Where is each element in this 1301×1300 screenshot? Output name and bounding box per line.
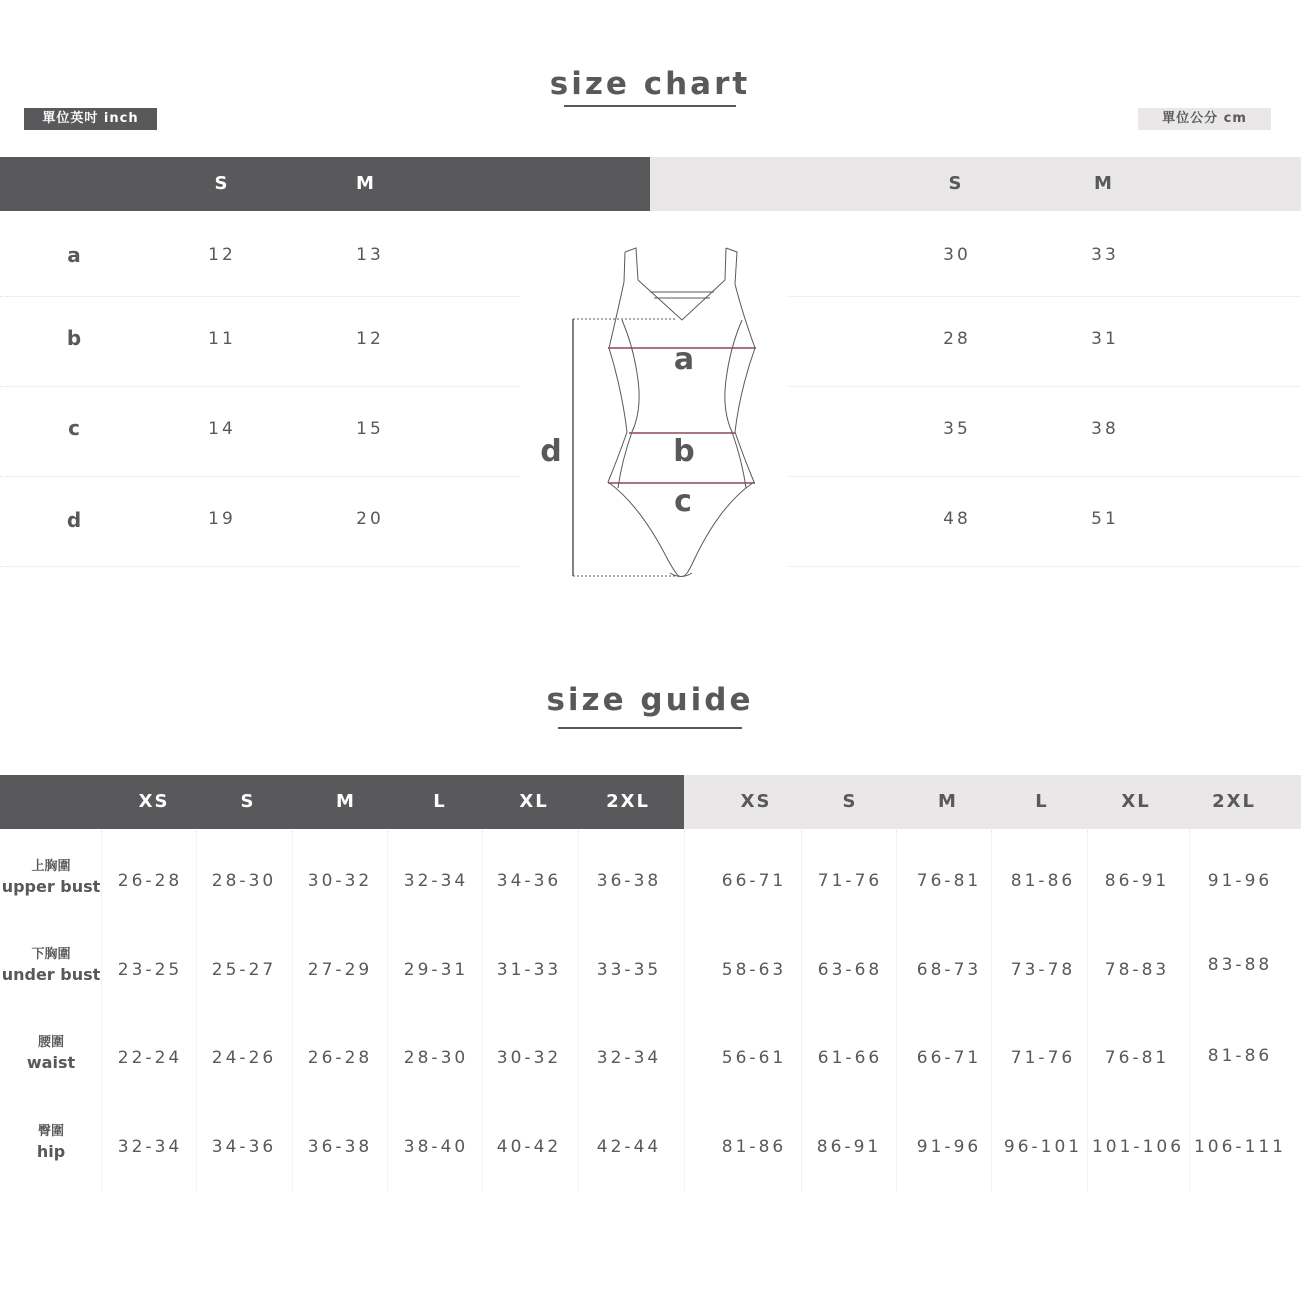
header-size-s: S <box>948 173 964 194</box>
value-inch-m: 27-29 <box>307 960 373 980</box>
value-cm-xl: 86-91 <box>1104 871 1170 891</box>
column-divider <box>578 830 579 1192</box>
header-size-m: M <box>938 791 958 812</box>
row-divider <box>788 296 1301 297</box>
header-size-xl: XL <box>1121 791 1151 812</box>
row-label-d: d <box>66 508 82 532</box>
column-divider <box>684 830 685 1192</box>
value-inch-l: 38-40 <box>403 1137 469 1157</box>
value-inch-2xl: 33-35 <box>596 960 662 980</box>
row-divider <box>788 566 1301 567</box>
value-cm-m: 91-96 <box>916 1137 982 1157</box>
value-inch-m: 26-28 <box>307 1048 373 1068</box>
header-size-s: S <box>214 173 230 194</box>
size-guide-title: size guide <box>546 682 754 718</box>
size-chart-title: size chart <box>549 66 751 102</box>
value-cm-s: 28 <box>943 329 971 349</box>
row-label-upper-bust <box>2 858 101 899</box>
value-inch-l: 28-30 <box>403 1048 469 1068</box>
column-divider <box>196 830 197 1192</box>
header-size-l: L <box>433 791 447 812</box>
row-label-en: hip <box>36 1142 66 1162</box>
size-guide-cm-header <box>684 775 1301 829</box>
unit-cm-badge: 單位公分 cm <box>1138 108 1271 130</box>
column-divider <box>991 830 992 1192</box>
value-inch-s: 25-27 <box>211 960 277 980</box>
value-inch-xs: 23-25 <box>117 960 183 980</box>
value-cm-s: 63-68 <box>817 960 883 980</box>
value-cm-l: 81-86 <box>1010 871 1076 891</box>
value-cm-l: 73-78 <box>1010 960 1076 980</box>
row-label-zh: 下胸圍 <box>31 947 71 962</box>
value-inch-m: 12 <box>356 329 384 349</box>
header-size-xs: XS <box>740 791 772 812</box>
value-cm-s: 61-66 <box>817 1048 883 1068</box>
column-divider <box>292 830 293 1192</box>
column-divider <box>896 830 897 1192</box>
value-cm-s: 71-76 <box>817 871 883 891</box>
value-inch-xl: 30-32 <box>496 1048 562 1068</box>
column-divider <box>482 830 483 1192</box>
row-label-under-bust <box>2 946 101 987</box>
row-divider <box>0 296 520 297</box>
value-cm-s: 30 <box>943 245 971 265</box>
value-cm-m: 66-71 <box>916 1048 982 1068</box>
value-cm-s: 48 <box>943 509 971 529</box>
column-divider <box>1087 830 1088 1192</box>
row-label-en: waist <box>26 1053 76 1073</box>
size-guide-title-underline <box>558 727 742 729</box>
value-cm-xs: 56-61 <box>721 1048 787 1068</box>
value-cm-2xl: 81-86 <box>1207 1046 1273 1066</box>
header-size-l: L <box>1035 791 1049 812</box>
value-cm-s: 86-91 <box>816 1137 882 1157</box>
value-cm-xs: 58-63 <box>721 960 787 980</box>
value-cm-xl: 101-106 <box>1091 1137 1185 1157</box>
header-size-2xl: 2XL <box>1212 791 1256 812</box>
value-inch-s: 28-30 <box>211 871 277 891</box>
value-cm-2xl: 91-96 <box>1207 871 1273 891</box>
value-cm-m: 76-81 <box>916 871 982 891</box>
value-inch-l: 29-31 <box>403 960 469 980</box>
column-divider <box>101 830 102 1192</box>
value-inch-xl: 34-36 <box>496 871 562 891</box>
row-label-hip <box>37 1123 65 1164</box>
value-cm-m: 51 <box>1091 509 1119 529</box>
column-divider <box>801 830 802 1192</box>
value-inch-m: 20 <box>356 509 384 529</box>
value-cm-2xl: 106-111 <box>1193 1137 1287 1157</box>
value-inch-s: 12 <box>208 245 236 265</box>
diagram-label-b: b <box>673 434 695 469</box>
value-inch-m: 30-32 <box>307 871 373 891</box>
header-size-s: S <box>240 791 256 812</box>
value-cm-xs: 66-71 <box>721 871 787 891</box>
diagram-label-a: a <box>673 342 695 377</box>
value-inch-2xl: 32-34 <box>596 1048 662 1068</box>
value-inch-xl: 31-33 <box>496 960 562 980</box>
value-cm-l: 96-101 <box>1003 1137 1083 1157</box>
row-divider <box>788 386 1301 387</box>
value-cm-s: 35 <box>943 419 971 439</box>
row-divider <box>0 476 520 477</box>
row-label-waist <box>27 1034 75 1075</box>
diagram-label-d: d <box>540 434 562 469</box>
value-cm-xl: 78-83 <box>1104 960 1170 980</box>
value-cm-xl: 76-81 <box>1104 1048 1170 1068</box>
row-label-zh: 臀圍 <box>37 1124 65 1139</box>
value-cm-m: 68-73 <box>916 960 982 980</box>
size-chart-cm-header <box>650 157 1301 211</box>
value-inch-2xl: 42-44 <box>596 1137 662 1157</box>
header-size-xl: XL <box>519 791 549 812</box>
swimsuit-measurement-diagram <box>530 240 780 585</box>
length-guide <box>573 319 675 576</box>
row-divider <box>0 386 520 387</box>
header-size-2xl: 2XL <box>606 791 650 812</box>
header-size-s: S <box>842 791 858 812</box>
column-divider <box>387 830 388 1192</box>
value-inch-m: 13 <box>356 245 384 265</box>
value-cm-xs: 81-86 <box>721 1137 787 1157</box>
size-guide-inch-header <box>0 775 684 829</box>
size-chart-inch-header <box>0 157 650 211</box>
value-inch-l: 32-34 <box>403 871 469 891</box>
swimsuit-outline <box>608 248 755 577</box>
value-inch-xs: 22-24 <box>117 1048 183 1068</box>
row-label-b: b <box>66 326 82 350</box>
row-label-a: a <box>67 243 81 267</box>
column-divider <box>1189 830 1190 1192</box>
header-size-m: M <box>336 791 356 812</box>
value-inch-s: 34-36 <box>211 1137 277 1157</box>
row-divider <box>0 566 520 567</box>
value-inch-xl: 40-42 <box>496 1137 562 1157</box>
value-inch-s: 11 <box>208 329 236 349</box>
diagram-label-c: c <box>674 484 692 519</box>
value-inch-m: 15 <box>356 419 384 439</box>
value-cm-m: 33 <box>1091 245 1119 265</box>
unit-inch-badge: 單位英吋 inch <box>24 108 157 130</box>
value-inch-xs: 26-28 <box>117 871 183 891</box>
row-label-zh: 腰圍 <box>37 1035 65 1050</box>
header-size-m: M <box>356 173 376 194</box>
size-chart-title-underline <box>564 105 736 107</box>
value-cm-2xl: 83-88 <box>1207 955 1273 975</box>
row-divider <box>788 476 1301 477</box>
header-size-m: M <box>1094 173 1114 194</box>
row-label-en: upper bust <box>1 877 101 897</box>
row-label-zh: 上胸圍 <box>31 859 71 874</box>
header-size-xs: XS <box>138 791 170 812</box>
row-label-c: c <box>68 416 80 440</box>
value-inch-2xl: 36-38 <box>596 871 662 891</box>
row-label-en: under bust <box>1 965 101 985</box>
value-cm-m: 31 <box>1091 329 1119 349</box>
value-cm-l: 71-76 <box>1010 1048 1076 1068</box>
value-cm-m: 38 <box>1091 419 1119 439</box>
value-inch-s: 19 <box>208 509 236 529</box>
value-inch-s: 24-26 <box>211 1048 277 1068</box>
value-inch-m: 36-38 <box>307 1137 373 1157</box>
value-inch-xs: 32-34 <box>117 1137 183 1157</box>
value-inch-s: 14 <box>208 419 236 439</box>
